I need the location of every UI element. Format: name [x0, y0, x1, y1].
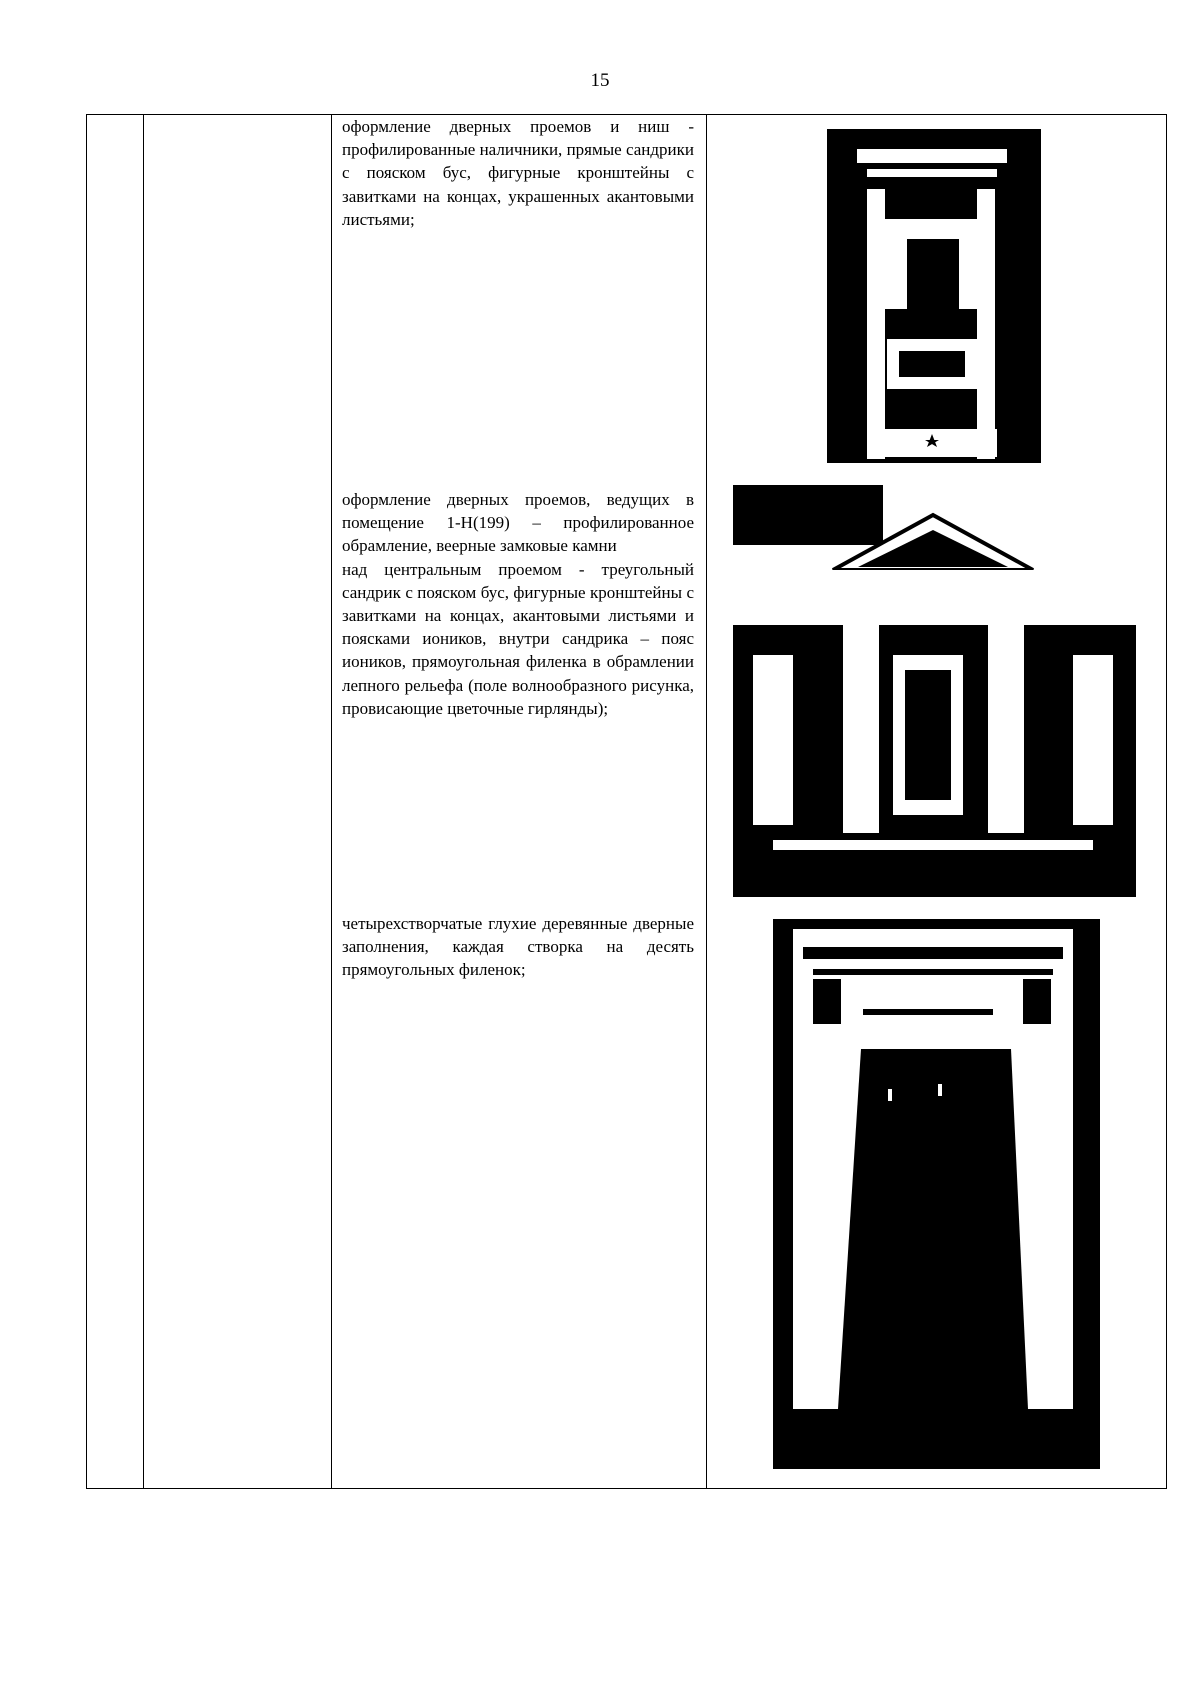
description-text-2a: оформление дверных проемов, ведущих в помещение 1-Н(199) – профилированное обрамление, веерные замковые камни	[342, 490, 694, 556]
photo-cell	[707, 115, 1167, 1489]
door-leaf-photo	[773, 919, 1100, 1469]
description-text-2	[342, 488, 694, 720]
description-text-3: четырехстворчатые глухие деревянные дверные заполнения, каждая створка на десять прямоугольных филенок;	[342, 914, 694, 980]
description-cell	[332, 115, 707, 1489]
description-text-2b: над центральным проемом - треугольный сандрик с пояском бус, фигурные кронштейны с завитками на концах, акантовыми листьями и поясками иоников, внутри сандрика – пояс иоников, прямоугольная филенка в обрамлении лепного рельефа (поле волнообразного рисунка, провисающие цветочные гирлянды);	[342, 559, 694, 718]
page-number: 15	[590, 70, 610, 91]
door-niche-photo	[827, 129, 1041, 463]
column-name-cell	[144, 115, 332, 1489]
portal-photo	[733, 485, 1136, 897]
table-row	[87, 115, 1167, 1489]
monument-table	[86, 114, 1167, 1489]
description-text-1: оформление дверных проемов и ниш - профилированные наличники, прямые сандрики с пояском бус, фигурные кронштейны с завитками на концах, украшенных акантовыми листьями;	[342, 117, 694, 229]
column-number-cell	[87, 115, 144, 1489]
